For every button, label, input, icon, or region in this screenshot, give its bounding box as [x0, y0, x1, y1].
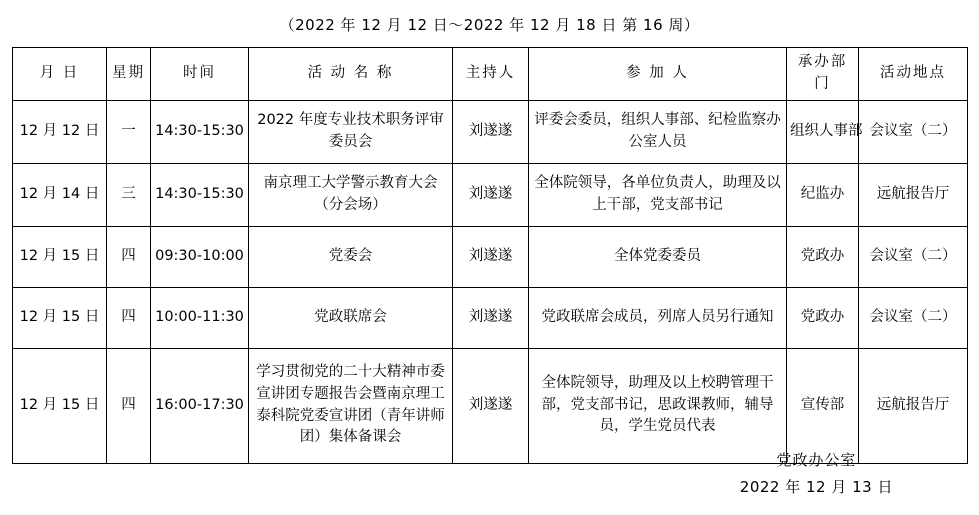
cell-host: 刘遂遂	[453, 348, 529, 463]
cell-participants: 全体院领导，各单位负责人，助理及以上干部，党支部书记	[529, 163, 787, 226]
column-header-participants: 参 加 人	[529, 48, 787, 101]
cell-date: 12 月 15 日	[13, 287, 107, 348]
cell-week: 四	[107, 348, 151, 463]
cell-organizer: 党政办	[787, 287, 859, 348]
column-header-date: 月 日	[13, 48, 107, 101]
cell-activity-name: 2022 年度专业技术职务评审委员会	[249, 100, 453, 163]
table-header-row	[13, 48, 968, 101]
cell-participants: 党政联席会成员，列席人员另行通知	[529, 287, 787, 348]
cell-activity-name: 党委会	[249, 226, 453, 287]
cell-activity-name: 学习贯彻党的二十大精神市委宣讲团专题报告会暨南京理工泰科院党委宣讲团（青年讲师团）集体备课会	[249, 348, 453, 463]
cell-place: 会议室（二）	[859, 100, 968, 163]
document-footer	[740, 447, 893, 501]
column-header-week	[107, 48, 151, 101]
cell-place: 会议室（二）	[859, 287, 968, 348]
cell-time: 14:30-15:30	[151, 163, 249, 226]
cell-date: 12 月 12 日	[13, 100, 107, 163]
cell-date: 12 月 14 日	[13, 163, 107, 226]
cell-week: 四	[107, 226, 151, 287]
cell-date: 12 月 15 日	[13, 348, 107, 463]
cell-week: 一	[107, 100, 151, 163]
cell-participants: 全体院领导，助理及以上校聘管理干部，党支部书记，思政课教师，辅导员，学生党员代表	[529, 348, 787, 463]
cell-host: 刘遂遂	[453, 163, 529, 226]
cell-participants: 评委会委员，组织人事部、纪检监察办公室人员	[529, 100, 787, 163]
cell-activity-name: 党政联席会	[249, 287, 453, 348]
cell-host: 刘遂遂	[453, 287, 529, 348]
column-header-time: 时间	[151, 48, 249, 101]
cell-organizer: 纪监办	[787, 163, 859, 226]
cell-week: 四	[107, 287, 151, 348]
cell-organizer: 党政办	[787, 226, 859, 287]
cell-place: 远航报告厅	[859, 163, 968, 226]
cell-time: 14:30-15:30	[151, 100, 249, 163]
cell-date: 12 月 15 日	[13, 226, 107, 287]
table-row	[13, 100, 968, 163]
cell-host: 刘遂遂	[453, 226, 529, 287]
cell-time: 10:00-11:30	[151, 287, 249, 348]
page-title: （2022 年 12 月 12 日～2022 年 12 月 18 日 第 16 周）	[279, 16, 700, 34]
schedule-table-wrapper	[0, 47, 979, 464]
cell-organizer: 组织人事部	[787, 100, 859, 163]
column-header-week-text: 星期	[112, 64, 145, 81]
cell-host: 刘遂遂	[453, 100, 529, 163]
signature-date: 2022 年 12 月 13 日	[739, 478, 893, 496]
cell-time: 16:00-17:30	[151, 348, 249, 463]
signature-office: 党政办公室	[776, 451, 857, 469]
cell-time: 09:30-10:00	[151, 226, 249, 287]
cell-activity-name: 南京理工大学警示教育大会（分会场）	[249, 163, 453, 226]
cell-place: 远航报告厅	[859, 348, 968, 463]
weekly-schedule-table	[12, 47, 968, 464]
cell-week: 三	[107, 163, 151, 226]
cell-participants: 全体党委委员	[529, 226, 787, 287]
cell-place: 会议室（二）	[859, 226, 968, 287]
table-row	[13, 163, 968, 226]
table-row	[13, 226, 968, 287]
table-row	[13, 348, 968, 463]
column-header-activity-name: 活 动 名 称	[249, 48, 453, 101]
column-header-organizer: 承办部门	[787, 48, 859, 101]
cell-organizer: 宣传部	[787, 348, 859, 463]
column-header-host: 主持人	[453, 48, 529, 101]
table-row	[13, 287, 968, 348]
column-header-place: 活动地点	[859, 48, 968, 101]
